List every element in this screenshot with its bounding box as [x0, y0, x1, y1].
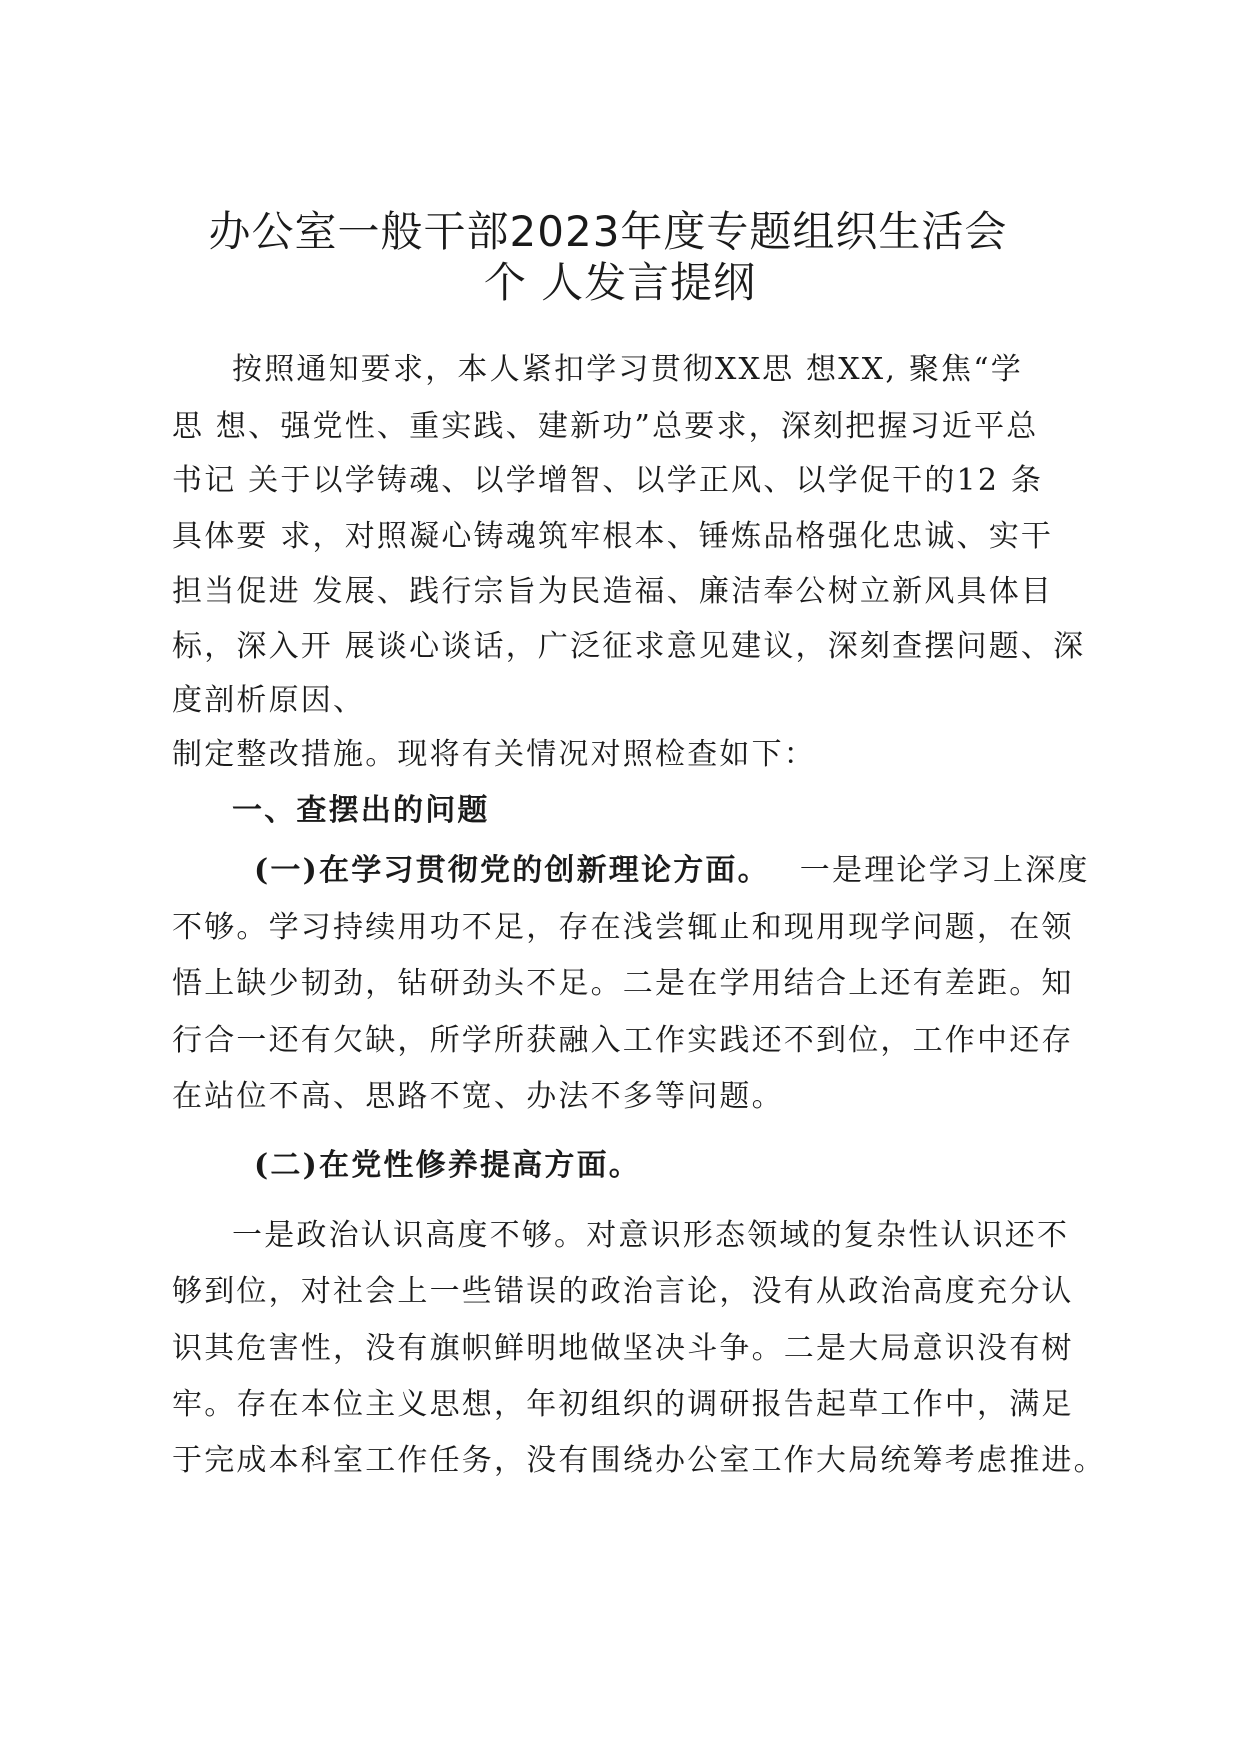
- sub2-line-3: 识其危害性，没有旗帜鲜明地做坚决斗争。二是大局意识没有树: [172, 1331, 1074, 1366]
- intro-line-6: 标，深入开 展谈心谈话，广泛征求意见建议，深刻查摆问题、深: [172, 629, 1086, 664]
- sub2-line-4: 牢。存在本位主义思想，年初组织的调研报告起草工作中，满足: [172, 1387, 1074, 1422]
- document-title-line-2: 个 人发言提纲: [483, 258, 757, 307]
- intro-line-2: 思 想、强党性、重实践、建新功”总要求，深刻把握习近平总: [172, 409, 1039, 444]
- section-heading-1: 一、查摆出的问题: [232, 793, 490, 828]
- intro-line-3: 书记 关于以学铸魂、以学增智、以学正风、以学促干的12 条: [172, 463, 1044, 498]
- intro-line-5: 担当促进 发展、践行宗旨为民造福、廉洁奉公树立新风具体目: [172, 574, 1054, 609]
- intro-line-1: 按照通知要求，本人紧扣学习贯彻XX思 想XX, 聚焦“学: [232, 352, 1023, 387]
- intro-line-4: 具体要 求，对照凝心铸魂筑牢根本、锤炼品格强化忠诚、实干: [172, 519, 1054, 554]
- sub1-line-2: 不够。学习持续用功不足，存在浅尝辄止和现用现学问题，在领: [172, 910, 1074, 945]
- sub1-first-line-text: 一是理论学习上深度: [799, 853, 1090, 888]
- sub1-heading: (一)在学习贯彻党的创新理论方面。: [254, 853, 770, 888]
- sub2-line-2: 够到位，对社会上一些错误的政治言论，没有从政治高度充分认: [172, 1274, 1074, 1309]
- sub1-first-line: [254, 851, 1090, 891]
- sub2-line-5: 于完成本科室工作任务，没有围绕办公室工作大局统筹考虑推进。: [172, 1443, 1106, 1478]
- document-title-line-1: 办公室一般干部2023年度专题组织生活会: [208, 207, 1008, 256]
- intro-line-8: 制定整改措施。现将有关情况对照检查如下：: [172, 737, 816, 772]
- sub2-heading: (二)在党性修养提高方面。: [254, 1148, 641, 1183]
- sub1-line-4: 行合一还有欠缺，所学所获融入工作实践还不到位，工作中还存: [172, 1023, 1074, 1058]
- sub1-line-5: 在站位不高、思路不宽、办法不多等问题。: [172, 1079, 784, 1114]
- sub1-line-3: 悟上缺少韧劲，钻研劲头不足。二是在学用结合上还有差距。知: [172, 966, 1074, 1001]
- sub2-line-1: 一是政治认识高度不够。对意识形态领域的复杂性认识还不: [232, 1218, 1070, 1253]
- intro-line-7: 度剖析原因、: [172, 683, 366, 718]
